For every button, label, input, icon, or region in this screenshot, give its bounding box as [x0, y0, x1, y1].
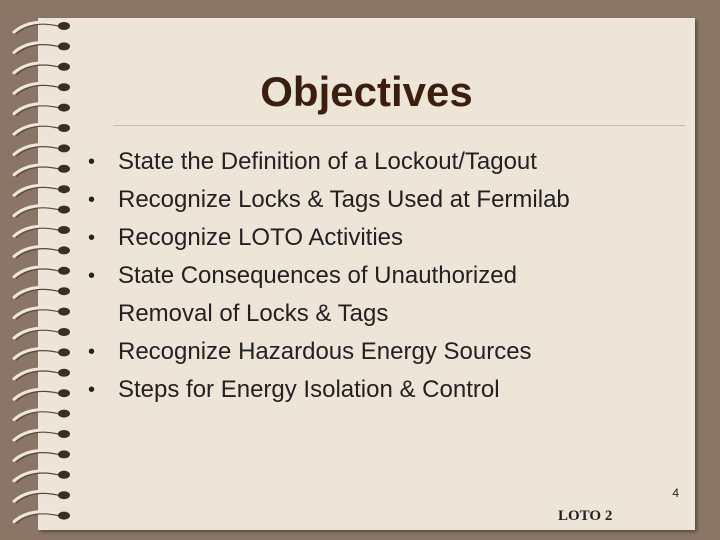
slide-page — [38, 18, 695, 530]
list-item: • Recognize Locks & Tags Used at Fermilab — [88, 181, 570, 219]
bullet-icon: • — [88, 189, 96, 211]
list-item: • State the Definition of a Lockout/Tagout — [88, 143, 570, 181]
bullet-icon: • — [88, 341, 96, 363]
bullet-icon: • — [88, 265, 96, 287]
bullet-icon: • — [88, 227, 96, 249]
list-item: • Steps for Energy Isolation & Control — [88, 371, 570, 409]
bullet-icon: • — [88, 151, 96, 173]
objectives-list — [88, 143, 570, 409]
footer-text: LOTO 2 — [558, 508, 613, 524]
bullet-icon: • — [88, 379, 96, 401]
spiral-binding-icon — [0, 0, 90, 540]
title-divider — [113, 125, 685, 126]
list-item: • State Consequences of Unauthorized Removal of Locks & Tags — [88, 257, 558, 333]
slide-title: Objectives — [260, 68, 473, 115]
page-number: 4 — [672, 486, 679, 500]
list-item: • Recognize Hazardous Energy Sources — [88, 333, 570, 371]
list-item: • Recognize LOTO Activities — [88, 219, 570, 257]
